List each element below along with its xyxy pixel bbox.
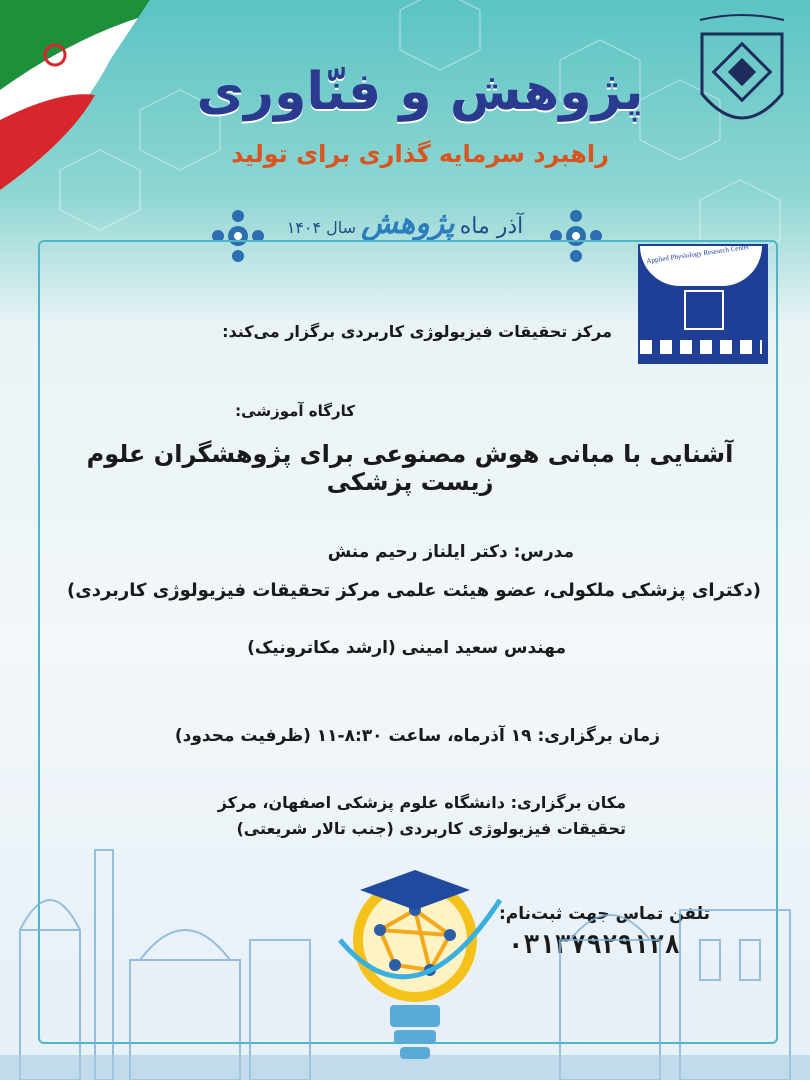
- arc-logo-icon: [638, 244, 768, 364]
- contact-label: تلفن تماس جهت ثبت‌نام:: [498, 904, 710, 924]
- ai-bulb-icon: [320, 860, 510, 1075]
- month-year: سال ۱۴۰۴: [286, 218, 357, 237]
- organizer-line: مرکز تحقیقات فیزیولوژی کاربردی برگزار می‌کند:: [222, 322, 612, 341]
- university-emblem-icon: [692, 14, 792, 144]
- workshop-title: آشنایی با مبانی هوش مصنوعی برای پژوهشگران علوم زیست پزشکی: [86, 440, 734, 496]
- month-brand: پژوهش: [361, 206, 455, 241]
- contact-phone: ۰۳۱۳۷۹۲۹۱۲۸: [507, 930, 680, 960]
- time-line: زمان برگزاری: ۱۹ آذرماه، ساعت ۸:۳۰-۱۱ (ظرفیت محدود): [174, 726, 660, 746]
- page-title: پژوهش و فنّاوری: [196, 62, 644, 122]
- workshop-label: کارگاه آموزشی:: [235, 402, 355, 420]
- logo-ring-text: Applied Physiology Research Center: [645, 242, 750, 266]
- page-subtitle: راهبرد سرمایه گذاری برای تولید: [231, 140, 609, 168]
- venue-line: مکان برگزاری: دانشگاه علوم پزشکی اصفهان، مرکز تحقیقات فیزیولوژی کاربردی (جنب تالار شریعتی): [217, 793, 626, 838]
- month-prefix: آذر ماه: [459, 214, 524, 239]
- instructor2-line: مهندس سعید امینی (ارشد مکاترونیک): [247, 638, 566, 658]
- instructor-detail: (دکترای پزشکی ملکولی، عضو هیئت علمی مرکز تحقیقات فیزیولوژی کاربردی): [66, 580, 762, 601]
- instructor-line: مدرس: دکتر ایلناز رحیم منش: [327, 542, 574, 562]
- iran-flag-icon: [0, 0, 150, 190]
